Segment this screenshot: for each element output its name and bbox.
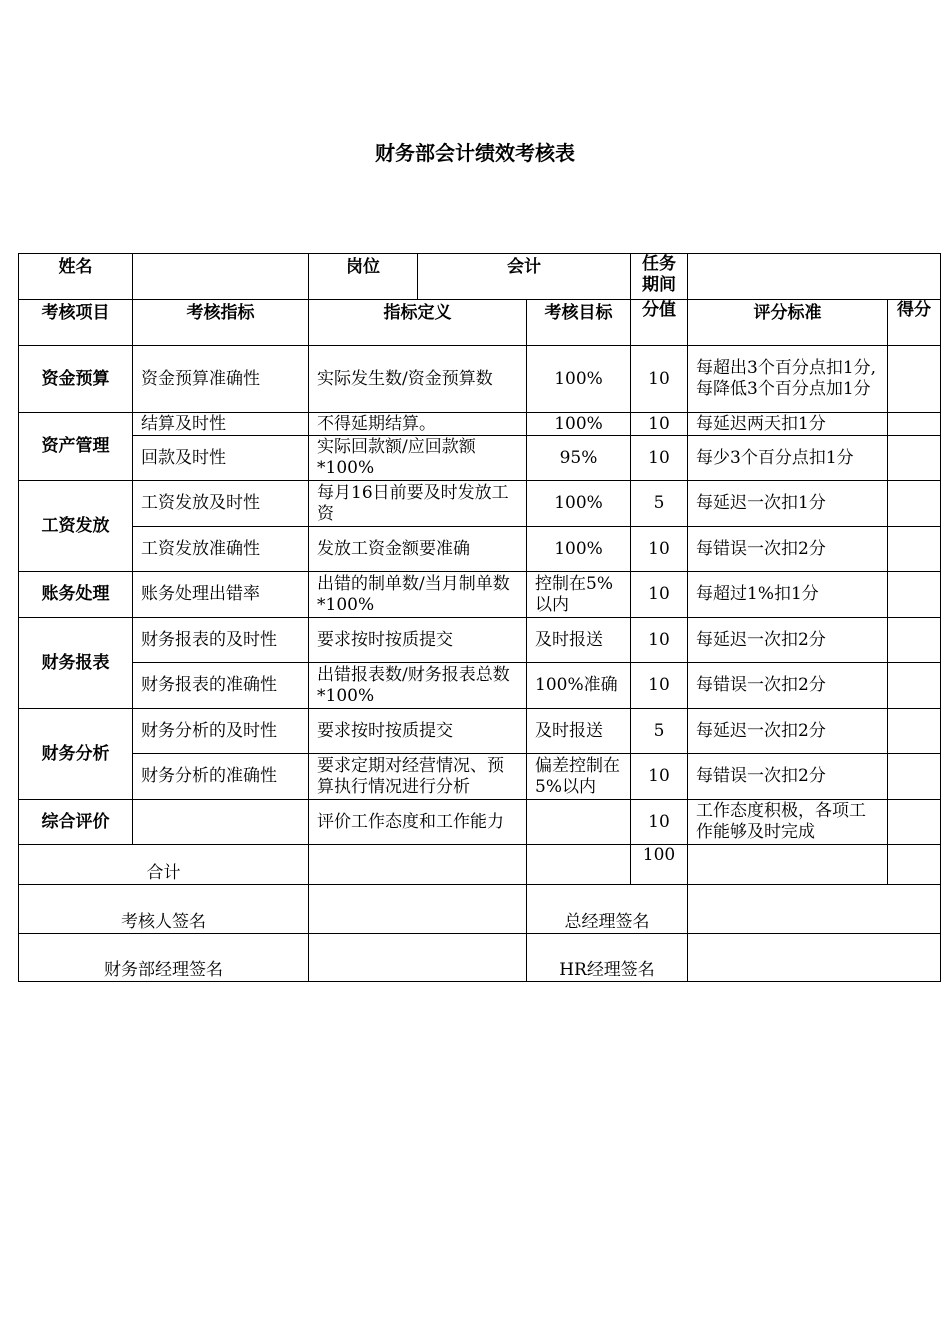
row-criteria: 每错误一次扣2分 bbox=[688, 527, 888, 572]
row-indicator: 财务报表的及时性 bbox=[133, 618, 309, 663]
signature-row bbox=[19, 934, 941, 982]
signature-row bbox=[19, 885, 941, 934]
general-manager-signature-label: 总经理签名 bbox=[527, 885, 688, 934]
row-definition: 发放工资金额要准确 bbox=[309, 527, 527, 572]
row-result[interactable] bbox=[888, 346, 941, 413]
position-value[interactable]: 会计 bbox=[418, 254, 631, 300]
row-definition: 要求定期对经营情况、预算执行情况进行分析 bbox=[309, 754, 527, 800]
row-criteria: 每少3个百分点扣1分 bbox=[688, 436, 888, 481]
row-indicator: 回款及时性 bbox=[133, 436, 309, 481]
row-indicator: 财务分析的准确性 bbox=[133, 754, 309, 800]
row-target: 偏差控制在5%以内 bbox=[527, 754, 631, 800]
performance-table bbox=[18, 253, 941, 982]
row-result[interactable] bbox=[888, 618, 941, 663]
hr-manager-signature-label: HR经理签名 bbox=[527, 934, 688, 982]
finance-manager-signature-field[interactable] bbox=[309, 934, 527, 982]
row-category: 账务处理 bbox=[19, 572, 133, 618]
row-indicator: 工资发放及时性 bbox=[133, 481, 309, 527]
row-score: 10 bbox=[631, 572, 688, 618]
row-definition: 实际回款额/应回款额*100% bbox=[309, 436, 527, 481]
row-target: 95% bbox=[527, 436, 631, 481]
table-row bbox=[19, 572, 941, 618]
general-manager-signature-field[interactable] bbox=[688, 885, 941, 934]
row-criteria: 每延迟一次扣1分 bbox=[688, 481, 888, 527]
row-target: 100% bbox=[527, 527, 631, 572]
row-definition: 出错报表数/财务报表总数*100% bbox=[309, 663, 527, 709]
row-definition: 不得延期结算。 bbox=[309, 413, 527, 436]
hr-manager-signature-field[interactable] bbox=[688, 934, 941, 982]
row-definition: 评价工作态度和工作能力 bbox=[309, 800, 527, 845]
table-row bbox=[19, 481, 941, 527]
row-result[interactable] bbox=[888, 663, 941, 709]
total-criteria-blank bbox=[688, 845, 888, 885]
row-category: 财务分析 bbox=[19, 709, 133, 800]
row-target: 100% bbox=[527, 346, 631, 413]
name-label: 姓名 bbox=[19, 254, 133, 300]
total-result[interactable] bbox=[888, 845, 941, 885]
row-criteria: 每延迟一次扣2分 bbox=[688, 709, 888, 754]
row-score: 10 bbox=[631, 436, 688, 481]
header-definition: 指标定义 bbox=[309, 300, 527, 346]
row-result[interactable] bbox=[888, 436, 941, 481]
row-score: 10 bbox=[631, 754, 688, 800]
row-result[interactable] bbox=[888, 572, 941, 618]
row-target: 100%准确 bbox=[527, 663, 631, 709]
row-category: 财务报表 bbox=[19, 618, 133, 709]
row-category: 综合评价 bbox=[19, 800, 133, 845]
row-score: 5 bbox=[631, 481, 688, 527]
row-target: 及时报送 bbox=[527, 618, 631, 663]
row-indicator bbox=[133, 800, 309, 845]
row-target: 100% bbox=[527, 481, 631, 527]
reviewer-signature-field[interactable] bbox=[309, 885, 527, 934]
table-row bbox=[19, 709, 941, 754]
row-definition: 每月16日前要及时发放工资 bbox=[309, 481, 527, 527]
total-score: 100 bbox=[631, 845, 688, 885]
row-definition: 实际发生数/资金预算数 bbox=[309, 346, 527, 413]
table-row bbox=[19, 527, 941, 572]
period-value[interactable] bbox=[688, 254, 941, 300]
total-label: 合计 bbox=[19, 845, 309, 885]
row-definition: 要求按时按质提交 bbox=[309, 709, 527, 754]
row-indicator: 财务报表的准确性 bbox=[133, 663, 309, 709]
reviewer-signature-label: 考核人签名 bbox=[19, 885, 309, 934]
header-result: 得分 bbox=[888, 300, 941, 346]
total-target-blank bbox=[527, 845, 631, 885]
table-row bbox=[19, 754, 941, 800]
row-category: 资产管理 bbox=[19, 413, 133, 481]
row-score: 10 bbox=[631, 346, 688, 413]
table-row bbox=[19, 800, 941, 845]
row-category: 资金预算 bbox=[19, 346, 133, 413]
row-definition: 出错的制单数/当月制单数*100% bbox=[309, 572, 527, 618]
table-row bbox=[19, 663, 941, 709]
period-label: 任务期间 bbox=[631, 254, 688, 300]
row-indicator: 工资发放准确性 bbox=[133, 527, 309, 572]
table-row bbox=[19, 413, 941, 436]
row-criteria: 每错误一次扣2分 bbox=[688, 663, 888, 709]
row-result[interactable] bbox=[888, 413, 941, 436]
row-score: 10 bbox=[631, 663, 688, 709]
row-score: 10 bbox=[631, 618, 688, 663]
header-target: 考核目标 bbox=[527, 300, 631, 346]
row-result[interactable] bbox=[888, 709, 941, 754]
row-definition: 要求按时按质提交 bbox=[309, 618, 527, 663]
name-value[interactable] bbox=[133, 254, 309, 300]
row-result[interactable] bbox=[888, 754, 941, 800]
header-score: 分值 bbox=[631, 300, 688, 346]
row-criteria: 每延迟一次扣2分 bbox=[688, 618, 888, 663]
table-row bbox=[19, 346, 941, 413]
row-target bbox=[527, 800, 631, 845]
table-row bbox=[19, 618, 941, 663]
page-title: 财务部会计绩效考核表 bbox=[375, 141, 575, 165]
row-score: 5 bbox=[631, 709, 688, 754]
row-result[interactable] bbox=[888, 527, 941, 572]
row-target: 控制在5%以内 bbox=[527, 572, 631, 618]
position-label: 岗位 bbox=[309, 254, 418, 300]
info-row bbox=[19, 254, 941, 300]
row-score: 10 bbox=[631, 413, 688, 436]
table-row bbox=[19, 436, 941, 481]
row-result[interactable] bbox=[888, 800, 941, 845]
total-row bbox=[19, 845, 941, 885]
row-criteria: 每超过1%扣1分 bbox=[688, 572, 888, 618]
row-indicator: 账务处理出错率 bbox=[133, 572, 309, 618]
header-criteria: 评分标准 bbox=[688, 300, 888, 346]
row-target: 及时报送 bbox=[527, 709, 631, 754]
header-row bbox=[19, 300, 941, 346]
row-indicator: 财务分析的及时性 bbox=[133, 709, 309, 754]
row-criteria: 每超出3个百分点扣1分,每降低3个百分点加1分 bbox=[688, 346, 888, 413]
row-criteria: 工作态度积极，各项工作能够及时完成 bbox=[688, 800, 888, 845]
row-target: 100% bbox=[527, 413, 631, 436]
row-criteria: 每错误一次扣2分 bbox=[688, 754, 888, 800]
row-criteria: 每延迟两天扣1分 bbox=[688, 413, 888, 436]
row-result[interactable] bbox=[888, 481, 941, 527]
row-score: 10 bbox=[631, 527, 688, 572]
header-indicator: 考核指标 bbox=[133, 300, 309, 346]
finance-manager-signature-label: 财务部经理签名 bbox=[19, 934, 309, 982]
row-category: 工资发放 bbox=[19, 481, 133, 572]
row-indicator: 资金预算准确性 bbox=[133, 346, 309, 413]
total-blank bbox=[309, 845, 527, 885]
row-score: 10 bbox=[631, 800, 688, 845]
row-indicator: 结算及时性 bbox=[133, 413, 309, 436]
header-category: 考核项目 bbox=[19, 300, 133, 346]
